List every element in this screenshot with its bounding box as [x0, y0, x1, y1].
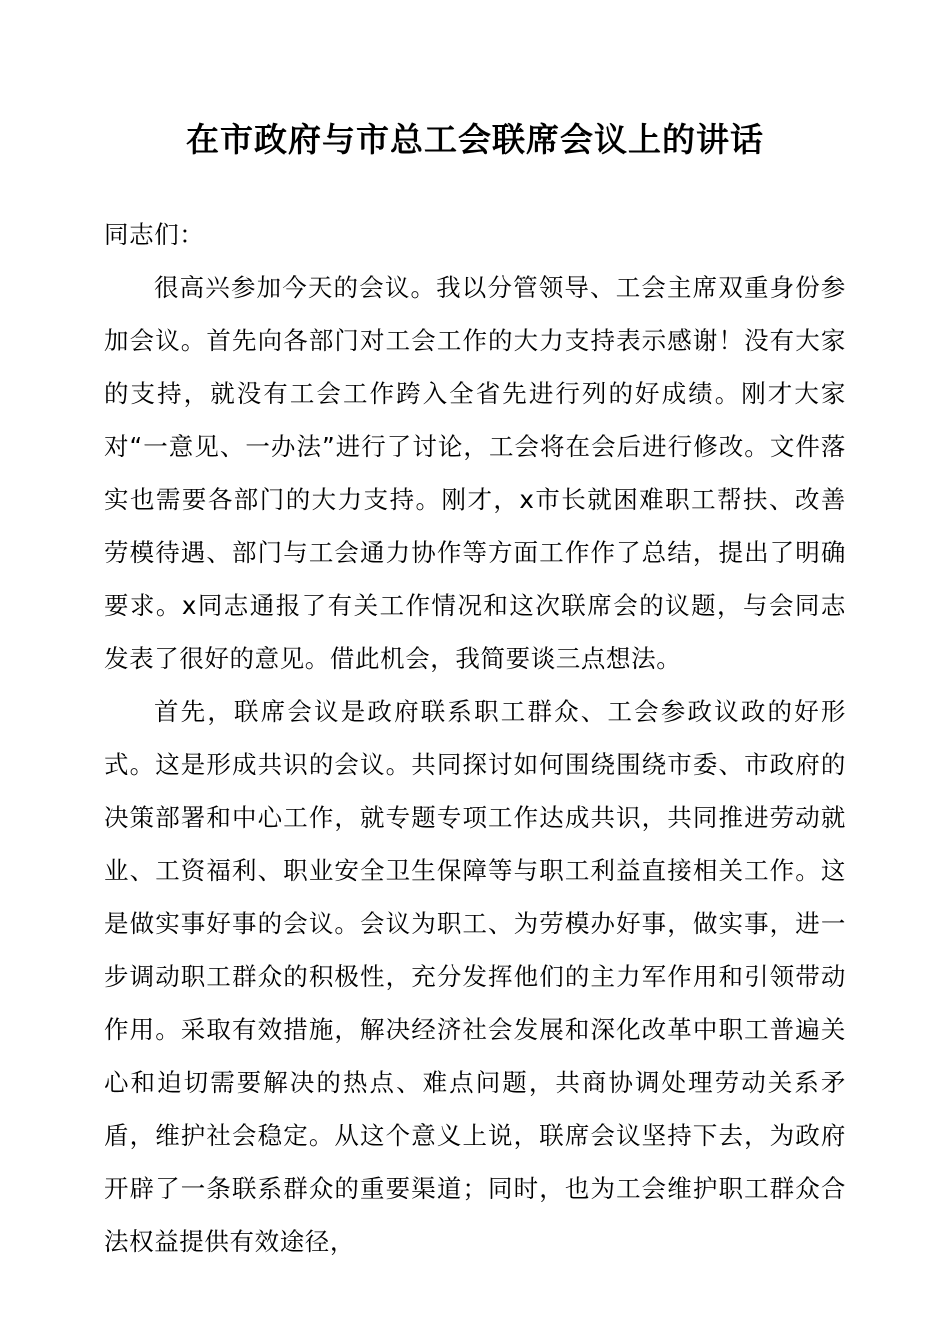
paragraph-body-2: 首先，联席会议是政府联系职工群众、工会参政议政的好形式。这是形成共识的会议。共同探讨如何围绕围绕市委、市政府的决策部署和中心工作，就专题专项工作达成共识，共同推进劳动就业、工资福利、职业安全卫生保障等与职工利益直接相关工作。这是做实事好事的会议。会议为职工、为劳模办好事，做实事，进一步调动职工群众的积极性，充分发挥他们的主力军作用和引领带动作用。采取有效措施，解决经济社会发展和深化改革中职工普遍关心和迫切需要解决的热点、难点问题，共商协调处理劳动关系矛盾，维护社会稳定。从这个意义上说，联席会议坚持下去，为政府开辟了一条联系群众的重要渠道；同时，也为工会维护职工群众合法权益提供有效途径，	[104, 697, 846, 1256]
paragraph-body-1: 很高兴参加今天的会议。我以分管领导、工会主席双重身份参加会议。首先向各部门对工会工作的大力支持表示感谢！没有大家的支持，就没有工会工作跨入全省先进行列的好成绩。刚才大家对“一意见、一办法”进行了讨论，工会将在会后进行修改。文件落实也需要各部门的大力支持。刚才，x市长就困难职工帮扶、改善劳模待遇、部门与工会通力协作等方面工作作了总结，提出了明确要求。x同志通报了有关工作情况和这次联席会的议题，与会同志发表了很好的意见。借此机会，我简要谈三点想法。	[104, 273, 846, 673]
page-title: 在市政府与市总工会联席会议上的讲话	[186, 120, 764, 159]
paragraph-salutation: 同志们：	[104, 220, 205, 249]
